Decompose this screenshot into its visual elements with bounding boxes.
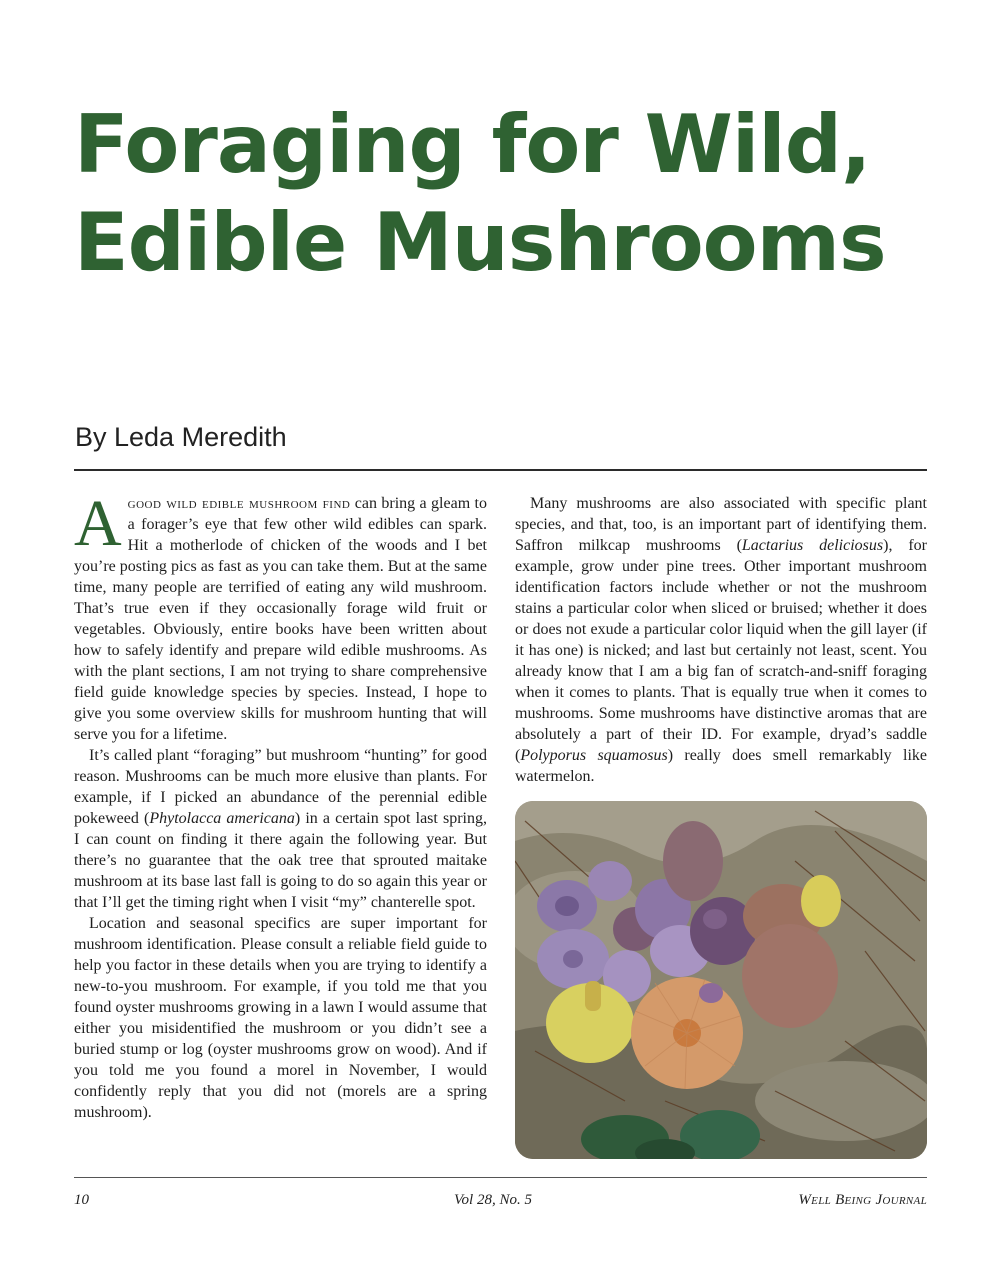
paragraph-3: Location and seasonal specifics are super important for mushroom identification. Please consult a reliable field guide to help you factor in these details when you are trying to identify a new-to-you mushroom. For example, if you told me that you found oyster mushrooms growing in a lawn I would assume that either you misidentified the mushroom or you didn’t see a buried stump or log (oyster mushrooms grow on wood). And if you told me you found a morel in November, I would confidently reply that you did not (morels are a spring mushroom). <box>74 915 487 1121</box>
paragraph-2 <box>74 745 487 913</box>
species-name: Phytolacca americana <box>149 810 295 827</box>
paragraph-2-text-b: ) in a certain spot last spring, I can count on finding it there again the following year. But there’s no guarantee that the oak tree that sprouted maitake mushroom at its base last fall is going to do so again this year or that I’ll get the timing right when I visit “my” chanterelle spot. <box>74 810 487 911</box>
mushroom-photo <box>515 801 927 1159</box>
paragraph-1-text: can bring a gleam to a forager’s eye that few other wild edibles can spark. Hit a motherlode of chicken of the woods and I bet you’re posting pics as fast as you can take them. But at the same time, many people are terrified of eating any wild mushroom. That’s true even if they occasionally forage wild fruit or vegetables. Obviously, entire books have been written about how to safely identify and prepare wild edible mushrooms. As with the plant sections, I am not trying to share comprehensive field guide knowledge species by species. Instead, I hope to give you some overview skills for mushroom hunting that will serve you for a lifetime. <box>74 495 487 743</box>
right-column <box>515 493 927 787</box>
drop-cap: A <box>74 487 122 560</box>
footer-divider <box>74 1177 927 1178</box>
page-number: 10 <box>74 1192 89 1208</box>
header-divider <box>74 469 927 471</box>
species-name: Polyporus squamosus <box>520 747 668 764</box>
species-name: Lactarius deliciosus <box>741 537 884 554</box>
title-line-1: Foraging for Wild, <box>74 98 871 191</box>
paragraph-4-text-a: Many mushrooms are also associated with specific plant species, and that, too, is an important part of identifying them. Saffron milkcap mushrooms ( <box>515 495 927 554</box>
lead-in: good wild edible mushroom find <box>127 495 351 512</box>
mushroom-illustration <box>515 801 927 1159</box>
paragraph-4 <box>515 493 927 787</box>
issue-info: Vol 28, No. 5 <box>454 1192 532 1208</box>
paragraph-4-text-c: ) really does smell remarkably like watermelon. <box>515 747 927 785</box>
paragraph-2-text-a: It’s called plant “foraging” but mushroom “hunting” for good reason. Mushrooms can be much more elusive than plants. For example, if I picked an abundance of the perennial edible pokeweed ( <box>74 747 487 827</box>
paragraph-4-text-b: ), for example, grow under pine trees. Other important mushroom identification factors include whether or not the mushroom stains a particular color when sliced or bruised; whether it does or does not exude a particular color liquid when the gill layer (if it has one) is nicked; and last but certainly not least, scent. You already know that I am a big fan of scratch-and-sniff foraging when it comes to plants. That is equally true when it comes to mushrooms. Some mushrooms have distinctive aromas that are absolutely a part of their ID. For example, dryad’s saddle ( <box>515 537 928 764</box>
byline: By Leda Meredith <box>75 422 287 452</box>
publication-name: Well Being Journal <box>798 1192 927 1208</box>
title-line-2: Edible Mushrooms <box>74 196 886 289</box>
paragraph-1 <box>74 487 487 745</box>
article-title <box>74 96 934 292</box>
left-column <box>74 487 487 1123</box>
